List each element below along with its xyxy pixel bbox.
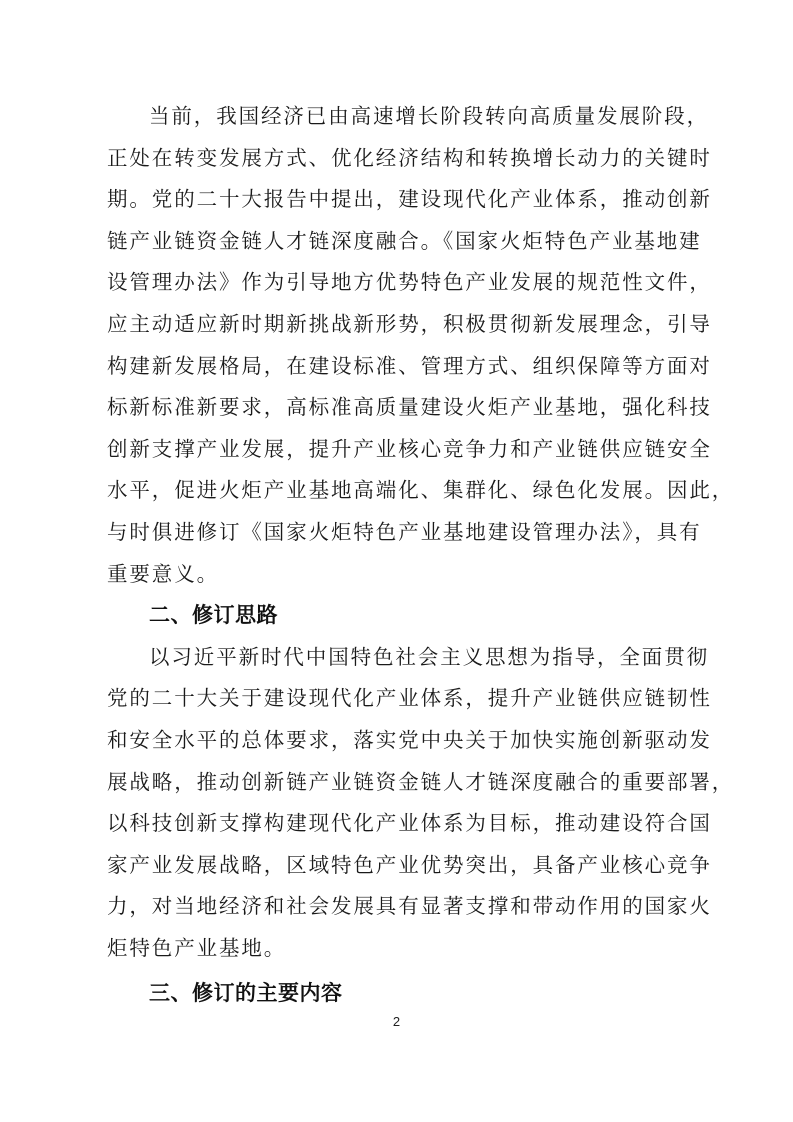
paragraph-line: 正处在转变发展方式、优化经济结构和转换增长动力的关键时 bbox=[107, 145, 712, 170]
paragraph-background bbox=[107, 96, 735, 595]
paragraph-line: 当前，我国经济已由高速增长阶段转向高质量发展阶段， bbox=[149, 104, 709, 128]
paragraph-line: 期。党的二十大报告中提出，建设现代化产业体系，推动创新 bbox=[107, 187, 712, 212]
paragraph-line: 以科技创新支撑构建现代化产业体系为目标，推动建设符合国 bbox=[107, 811, 712, 836]
page-number: 2 bbox=[392, 1014, 401, 1029]
paragraph-line: 炬特色产业基地。 bbox=[107, 935, 287, 960]
paragraph-line: 与时俱进修订《国家火炬特色产业基地建设管理办法》，具有 bbox=[107, 519, 702, 544]
paragraph-revision-approach bbox=[107, 637, 735, 970]
paragraph-line: 党的二十大关于建设现代化产业体系，提升产业链供应链韧性 bbox=[107, 686, 712, 711]
paragraph-line: 展战略，推动创新链产业链资金链人才链深度融合的重要部署， bbox=[107, 769, 735, 794]
paragraph-line: 家产业发展战略，区域特色产业优势突出，具备产业核心竞争 bbox=[107, 852, 712, 877]
paragraph-line: 和安全水平的总体要求，落实党中央关于加快实施创新驱动发 bbox=[107, 727, 712, 752]
paragraph-line: 应主动适应新时期新挑战新形势，积极贯彻新发展理念，引导 bbox=[107, 311, 712, 336]
paragraph-line: 链产业链资金链人才链深度融合。《国家火炬特色产业基地建 bbox=[107, 228, 702, 253]
section-heading-revision-approach: 二、修订思路 bbox=[149, 603, 278, 628]
paragraph-line: 标新标准新要求，高标准高质量建设火炬产业基地，强化科技 bbox=[107, 395, 712, 420]
paragraph-line: 构建新发展格局，在建设标准、管理方式、组织保障等方面对 bbox=[107, 353, 712, 378]
section-heading-main-content: 三、修订的主要内容 bbox=[149, 981, 343, 1006]
paragraph-line: 力，对当地经济和社会发展具有显著支撑和带动作用的国家火 bbox=[107, 894, 712, 919]
document-body bbox=[107, 96, 735, 1015]
paragraph-line: 设管理办法》作为引导地方优势特色产业发展的规范性文件， bbox=[107, 270, 712, 295]
paragraph-line: 以习近平新时代中国特色社会主义思想为指导，全面贯彻 bbox=[149, 644, 709, 669]
paragraph-line: 重要意义。 bbox=[107, 561, 219, 586]
paragraph-line: 创新支撑产业发展，提升产业核心竞争力和产业链供应链安全 bbox=[107, 436, 712, 461]
paragraph-line: 水平，促进火炬产业基地高端化、集群化、绿色化发展。因此， bbox=[107, 478, 735, 503]
